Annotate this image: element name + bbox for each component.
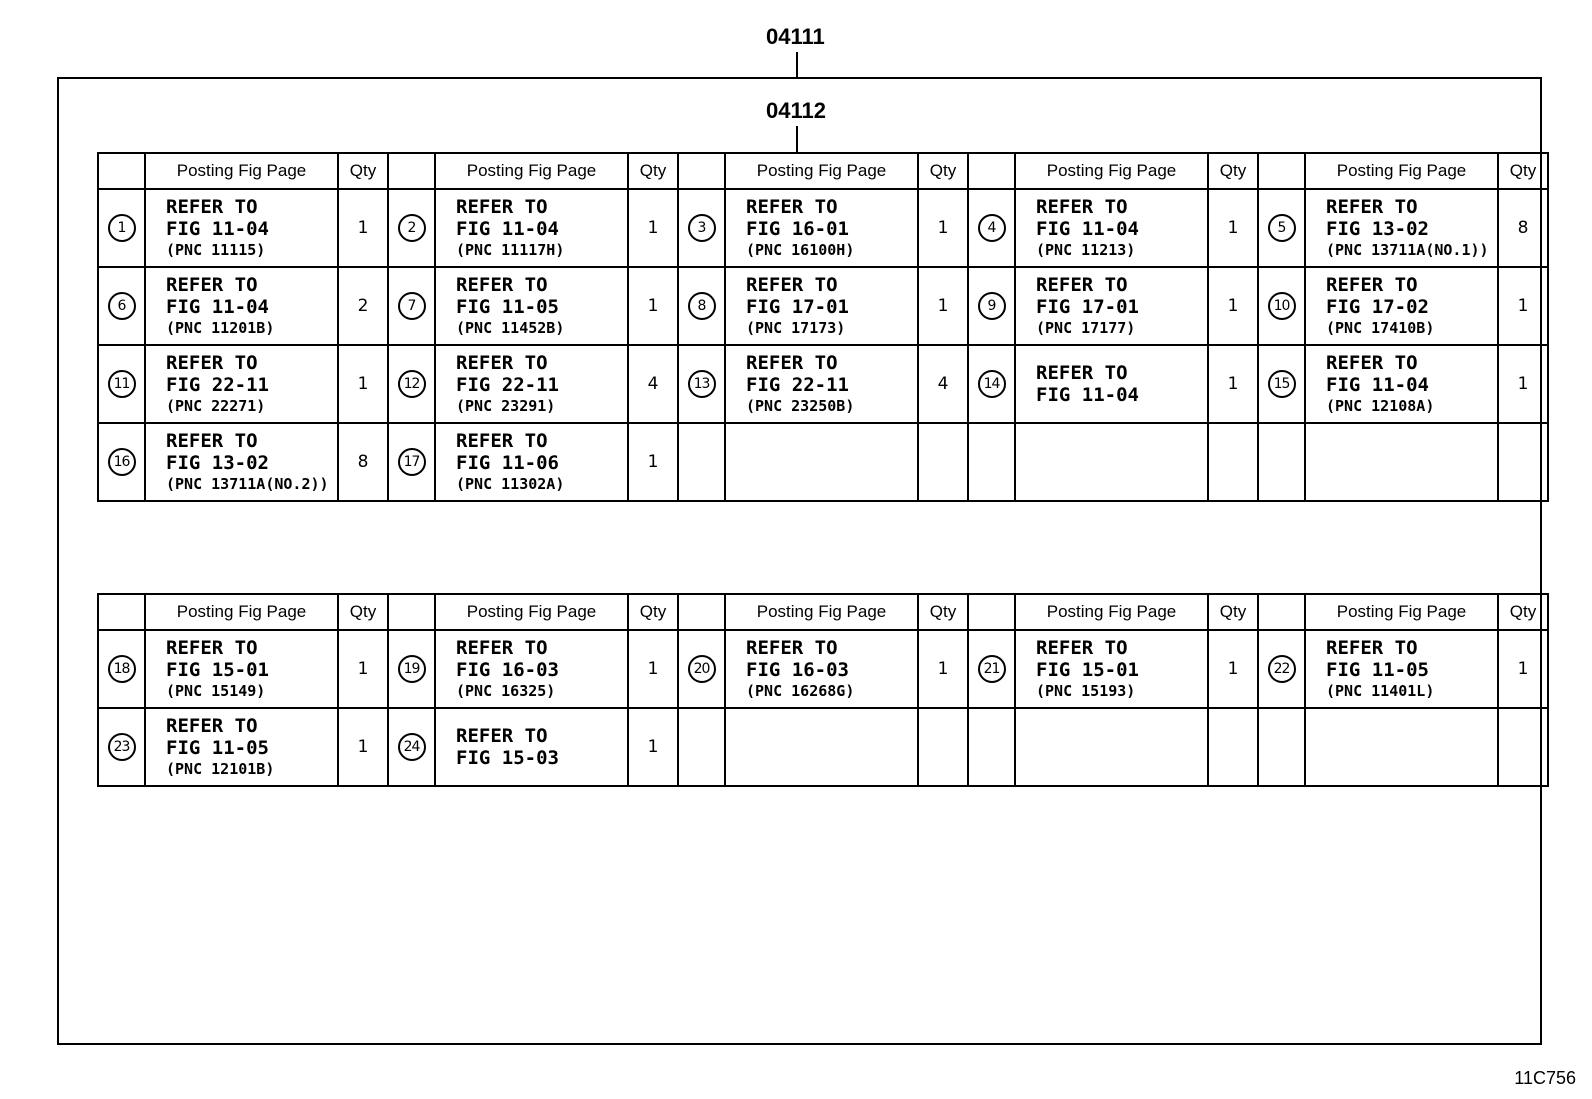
- circled-item-number: 14: [978, 370, 1006, 398]
- item-number-cell: [968, 630, 1015, 708]
- header-posting: Posting Fig Page: [1305, 594, 1498, 630]
- qty-cell: 1: [338, 630, 388, 708]
- circled-item-number: 6: [108, 292, 136, 320]
- qty-cell: [1208, 423, 1258, 501]
- header-posting: Posting Fig Page: [1305, 153, 1498, 189]
- circled-item-number: 17: [398, 448, 426, 476]
- refer-to-text: REFER TO: [166, 196, 258, 218]
- circled-item-number: 7: [398, 292, 426, 320]
- qty-cell: [1498, 423, 1548, 501]
- header-posting: Posting Fig Page: [725, 153, 918, 189]
- figure-ref-text: FIG 17-02: [1326, 296, 1429, 318]
- circled-item-number: 9: [978, 292, 1006, 320]
- figure-ref-text: FIG 22-11: [456, 374, 559, 396]
- pnc-text: (PNC 16268G): [746, 682, 855, 700]
- qty-cell: 1: [1498, 267, 1548, 345]
- qty-cell: 1: [338, 708, 388, 786]
- refer-to-text: REFER TO: [166, 352, 258, 374]
- pnc-text: (PNC 22271): [166, 397, 266, 415]
- pnc-text: (PNC 17410B): [1326, 319, 1435, 337]
- circled-item-number: 3: [688, 214, 716, 242]
- qty-cell: 1: [1208, 189, 1258, 267]
- qty-cell: 1: [628, 423, 678, 501]
- figure-ref-text: FIG 11-04: [166, 296, 269, 318]
- header-row: [98, 153, 1548, 189]
- header-qty: Qty: [1208, 594, 1258, 630]
- refer-to-text: REFER TO: [1326, 196, 1418, 218]
- posting-reference-cell: [145, 630, 338, 708]
- header-qty: Qty: [918, 153, 968, 189]
- qty-cell: 1: [1208, 345, 1258, 423]
- item-number-cell: [98, 345, 145, 423]
- refer-to-text: REFER TO: [746, 352, 838, 374]
- posting-reference-cell: [725, 630, 918, 708]
- item-number-cell: [1258, 708, 1305, 786]
- circled-item-number: 12: [398, 370, 426, 398]
- posting-reference-cell: [725, 423, 918, 501]
- posting-reference-cell: [435, 267, 628, 345]
- item-number-cell: [388, 189, 435, 267]
- posting-reference-cell: [435, 423, 628, 501]
- figure-ref-text: FIG 13-02: [1326, 218, 1429, 240]
- refer-to-text: REFER TO: [1036, 362, 1128, 384]
- qty-cell: 2: [338, 267, 388, 345]
- posting-reference-cell: [145, 345, 338, 423]
- refer-to-text: REFER TO: [456, 637, 548, 659]
- refer-to-text: REFER TO: [1036, 637, 1128, 659]
- item-number-cell: [98, 423, 145, 501]
- posting-reference-cell: [1305, 345, 1498, 423]
- qty-cell: 1: [1498, 345, 1548, 423]
- header-index-cell: [968, 594, 1015, 630]
- table-row: [98, 267, 1548, 345]
- posting-reference-cell: [145, 267, 338, 345]
- circled-item-number: 1: [108, 214, 136, 242]
- item-number-cell: [98, 189, 145, 267]
- pnc-text: (PNC 16325): [456, 682, 556, 700]
- posting-reference-cell: [1305, 423, 1498, 501]
- pnc-text: (PNC 16100H): [746, 241, 855, 259]
- header-index-cell: [678, 594, 725, 630]
- item-number-cell: [968, 423, 1015, 501]
- qty-cell: 1: [628, 708, 678, 786]
- circled-item-number: 4: [978, 214, 1006, 242]
- pnc-text: (PNC 17177): [1036, 319, 1136, 337]
- qty-cell: [918, 423, 968, 501]
- table-row: [98, 708, 1548, 786]
- pnc-text: (PNC 11117H): [456, 241, 565, 259]
- refer-to-text: REFER TO: [456, 430, 548, 452]
- circled-item-number: 24: [398, 733, 426, 761]
- item-number-cell: [388, 423, 435, 501]
- item-number-cell: [98, 267, 145, 345]
- figure-ref-text: FIG 11-04: [456, 218, 559, 240]
- qty-cell: 1: [918, 267, 968, 345]
- header-qty: Qty: [628, 153, 678, 189]
- refer-to-text: REFER TO: [166, 637, 258, 659]
- qty-cell: 1: [1208, 630, 1258, 708]
- circled-item-number: 10: [1268, 292, 1296, 320]
- posting-reference-cell: [1015, 630, 1208, 708]
- refer-to-text: REFER TO: [746, 196, 838, 218]
- item-number-cell: [678, 630, 725, 708]
- item-number-cell: [1258, 345, 1305, 423]
- circled-item-number: 22: [1268, 655, 1296, 683]
- circled-item-number: 18: [108, 655, 136, 683]
- item-number-cell: [1258, 189, 1305, 267]
- pnc-text: (PNC 11213): [1036, 241, 1136, 259]
- item-number-cell: [678, 708, 725, 786]
- posting-reference-cell: [435, 708, 628, 786]
- header-index-cell: [1258, 153, 1305, 189]
- refer-to-text: REFER TO: [456, 725, 548, 747]
- refer-to-text: REFER TO: [1326, 637, 1418, 659]
- figure-ref-text: FIG 11-04: [1326, 374, 1429, 396]
- pnc-text: (PNC 12108A): [1326, 397, 1435, 415]
- posting-reference-cell: [1305, 630, 1498, 708]
- posting-reference-cell: [1015, 345, 1208, 423]
- pnc-text: (PNC 23250B): [746, 397, 855, 415]
- pnc-text: (PNC 15193): [1036, 682, 1136, 700]
- item-number-cell: [678, 267, 725, 345]
- refer-to-text: REFER TO: [1326, 274, 1418, 296]
- header-index-cell: [98, 594, 145, 630]
- figure-ref-text: FIG 17-01: [746, 296, 849, 318]
- item-number-cell: [968, 345, 1015, 423]
- posting-reference-cell: [1015, 423, 1208, 501]
- qty-cell: 4: [918, 345, 968, 423]
- item-number-cell: [388, 708, 435, 786]
- qty-cell: 1: [1208, 267, 1258, 345]
- figure-ref-text: FIG 15-01: [166, 659, 269, 681]
- qty-cell: [918, 708, 968, 786]
- item-number-cell: [98, 708, 145, 786]
- circled-item-number: 2: [398, 214, 426, 242]
- qty-cell: 1: [628, 189, 678, 267]
- inner-assembly-label: 04112: [766, 98, 826, 123]
- figure-ref-text: FIG 11-04: [1036, 218, 1139, 240]
- item-number-cell: [98, 630, 145, 708]
- circled-item-number: 16: [108, 448, 136, 476]
- figure-ref-text: FIG 15-01: [1036, 659, 1139, 681]
- item-number-cell: [678, 345, 725, 423]
- outer-assembly-label: 04111: [766, 24, 825, 49]
- pnc-text: (PNC 11201B): [166, 319, 275, 337]
- posting-reference-cell: [435, 630, 628, 708]
- header-qty: Qty: [338, 594, 388, 630]
- circled-item-number: 19: [398, 655, 426, 683]
- header-index-cell: [388, 153, 435, 189]
- header-index-cell: [98, 153, 145, 189]
- posting-reference-cell: [725, 267, 918, 345]
- refer-to-text: REFER TO: [456, 196, 548, 218]
- header-qty: Qty: [338, 153, 388, 189]
- circled-item-number: 15: [1268, 370, 1296, 398]
- pnc-text: (PNC 11452B): [456, 319, 565, 337]
- pnc-text: (PNC 11115): [166, 241, 266, 259]
- pnc-text: (PNC 11401L): [1326, 682, 1435, 700]
- refer-to-text: REFER TO: [166, 715, 258, 737]
- header-posting: Posting Fig Page: [145, 594, 338, 630]
- header-posting: Posting Fig Page: [145, 153, 338, 189]
- item-number-cell: [1258, 630, 1305, 708]
- item-number-cell: [388, 345, 435, 423]
- figure-ref-text: FIG 11-04: [166, 218, 269, 240]
- figure-ref-text: FIG 17-01: [1036, 296, 1139, 318]
- posting-reference-cell: [145, 423, 338, 501]
- pnc-text: (PNC 11302A): [456, 475, 565, 493]
- refer-to-text: REFER TO: [166, 430, 258, 452]
- header-posting: Posting Fig Page: [725, 594, 918, 630]
- figure-ref-text: FIG 13-02: [166, 452, 269, 474]
- circled-item-number: 21: [978, 655, 1006, 683]
- refer-to-text: REFER TO: [456, 352, 548, 374]
- inner-leader-line: [796, 126, 798, 152]
- refer-to-text: REFER TO: [1036, 274, 1128, 296]
- figure-ref-text: FIG 16-03: [746, 659, 849, 681]
- figure-ref-text: FIG 15-03: [456, 747, 559, 769]
- posting-reference-cell: [1015, 189, 1208, 267]
- figure-ref-text: FIG 11-05: [456, 296, 559, 318]
- figure-ref-text: FIG 16-01: [746, 218, 849, 240]
- circled-item-number: 8: [688, 292, 716, 320]
- posting-reference-cell: [725, 189, 918, 267]
- posting-reference-cell: [1015, 267, 1208, 345]
- header-posting: Posting Fig Page: [1015, 594, 1208, 630]
- table-row: [98, 630, 1548, 708]
- qty-cell: 1: [1498, 630, 1548, 708]
- posting-reference-cell: [1305, 189, 1498, 267]
- qty-cell: 4: [628, 345, 678, 423]
- item-number-cell: [678, 423, 725, 501]
- posting-reference-cell: [1015, 708, 1208, 786]
- circled-item-number: 11: [108, 370, 136, 398]
- header-index-cell: [968, 153, 1015, 189]
- header-row: [98, 594, 1548, 630]
- pnc-text: (PNC 13711A(NO.2)): [166, 475, 329, 493]
- qty-cell: 1: [918, 189, 968, 267]
- qty-cell: [1498, 708, 1548, 786]
- item-number-cell: [1258, 423, 1305, 501]
- header-posting: Posting Fig Page: [435, 594, 628, 630]
- header-qty: Qty: [1208, 153, 1258, 189]
- qty-cell: 1: [628, 267, 678, 345]
- posting-reference-cell: [725, 345, 918, 423]
- refer-to-text: REFER TO: [166, 274, 258, 296]
- figure-ref-text: FIG 11-05: [1326, 659, 1429, 681]
- drawing-code: 11C756: [1514, 1068, 1576, 1088]
- figure-ref-text: FIG 11-05: [166, 737, 269, 759]
- header-qty: Qty: [1498, 153, 1548, 189]
- posting-reference-cell: [1305, 708, 1498, 786]
- qty-cell: 1: [918, 630, 968, 708]
- item-number-cell: [968, 189, 1015, 267]
- refer-to-text: REFER TO: [456, 274, 548, 296]
- item-number-cell: [968, 708, 1015, 786]
- qty-cell: 8: [1498, 189, 1548, 267]
- posting-reference-cell: [435, 345, 628, 423]
- header-index-cell: [388, 594, 435, 630]
- item-number-cell: [968, 267, 1015, 345]
- qty-cell: 8: [338, 423, 388, 501]
- qty-cell: 1: [338, 345, 388, 423]
- pnc-text: (PNC 12101B): [166, 760, 275, 778]
- posting-reference-cell: [725, 708, 918, 786]
- pnc-text: (PNC 17173): [746, 319, 846, 337]
- header-qty: Qty: [1498, 594, 1548, 630]
- outer-leader-line: [796, 52, 798, 77]
- refer-to-text: REFER TO: [746, 637, 838, 659]
- reference-table-2: [97, 593, 1549, 787]
- circled-item-number: 20: [688, 655, 716, 683]
- posting-reference-cell: [435, 189, 628, 267]
- posting-reference-cell: [1305, 267, 1498, 345]
- figure-ref-text: FIG 11-04: [1036, 384, 1139, 406]
- header-index-cell: [1258, 594, 1305, 630]
- item-number-cell: [388, 630, 435, 708]
- circled-item-number: 5: [1268, 214, 1296, 242]
- qty-cell: [1208, 708, 1258, 786]
- circled-item-number: 23: [108, 733, 136, 761]
- header-qty: Qty: [628, 594, 678, 630]
- refer-to-text: REFER TO: [1036, 196, 1128, 218]
- table-row: [98, 345, 1548, 423]
- qty-cell: 1: [338, 189, 388, 267]
- circled-item-number: 13: [688, 370, 716, 398]
- posting-reference-cell: [145, 708, 338, 786]
- reference-table-1: [97, 152, 1549, 502]
- refer-to-text: REFER TO: [746, 274, 838, 296]
- header-index-cell: [678, 153, 725, 189]
- refer-to-text: REFER TO: [1326, 352, 1418, 374]
- pnc-text: (PNC 15149): [166, 682, 266, 700]
- item-number-cell: [1258, 267, 1305, 345]
- header-qty: Qty: [918, 594, 968, 630]
- qty-cell: 1: [628, 630, 678, 708]
- figure-ref-text: FIG 22-11: [166, 374, 269, 396]
- posting-reference-cell: [145, 189, 338, 267]
- figure-ref-text: FIG 16-03: [456, 659, 559, 681]
- table-row: [98, 189, 1548, 267]
- header-posting: Posting Fig Page: [435, 153, 628, 189]
- figure-ref-text: FIG 22-11: [746, 374, 849, 396]
- pnc-text: (PNC 23291): [456, 397, 556, 415]
- table-row: [98, 423, 1548, 501]
- pnc-text: (PNC 13711A(NO.1)): [1326, 241, 1489, 259]
- figure-ref-text: FIG 11-06: [456, 452, 559, 474]
- item-number-cell: [388, 267, 435, 345]
- header-posting: Posting Fig Page: [1015, 153, 1208, 189]
- item-number-cell: [678, 189, 725, 267]
